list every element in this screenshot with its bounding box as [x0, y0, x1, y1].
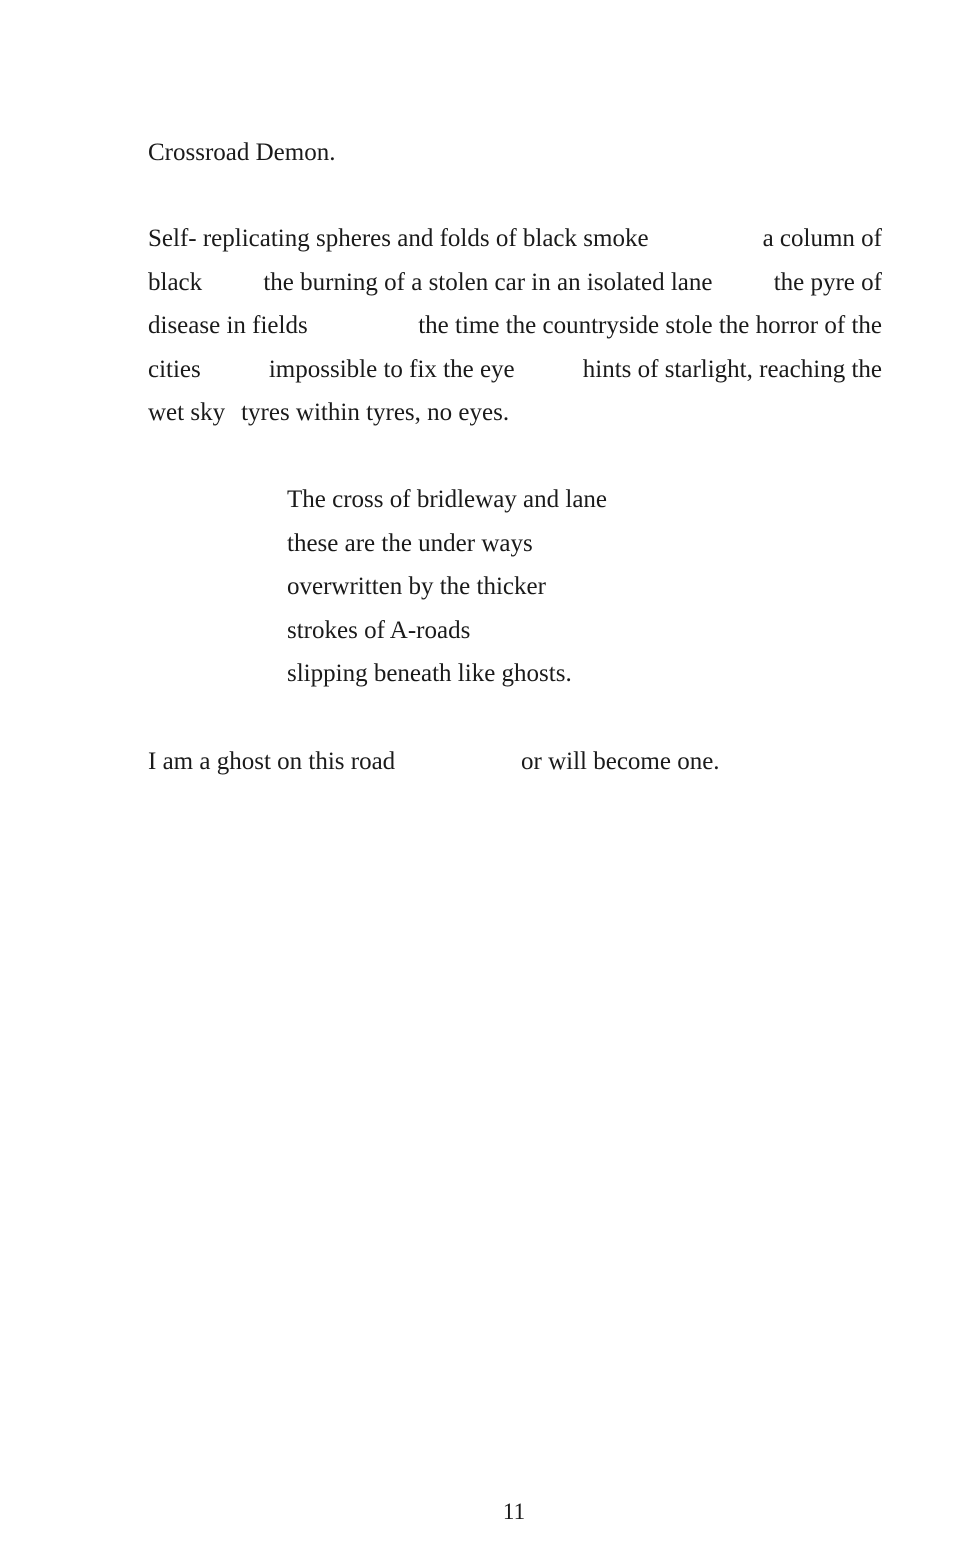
closing-fragment: I am a ghost on this road	[148, 748, 396, 775]
stanza-line: strokes of A-roads	[287, 617, 471, 644]
prose-fragment: hints of starlight, reaching the	[582, 356, 882, 383]
prose-line	[148, 311, 882, 341]
prose-fragment: impossible to fix the eye	[268, 356, 515, 383]
prose-fragment: disease in fields	[148, 312, 308, 339]
closing-fragment: or will become one.	[521, 748, 720, 775]
prose-fragment: wet sky	[148, 399, 226, 426]
prose-line	[148, 355, 882, 385]
prose-line	[148, 224, 882, 254]
prose-fragment: the pyre of	[773, 269, 882, 296]
prose-fragment: the burning of a stolen car in an isolated lane	[263, 269, 713, 296]
prose-fragment: Self- replicating spheres and folds of black smoke	[148, 225, 649, 252]
prose-fragment: a column of	[762, 225, 882, 252]
prose-fragment: tyres within tyres, no eyes.	[241, 399, 510, 426]
page-number: 11	[502, 1499, 526, 1524]
prose-line	[148, 268, 882, 298]
poem-title: Crossroad Demon.	[148, 139, 336, 166]
stanza-line: The cross of bridleway and lane	[287, 486, 608, 513]
prose-fragment: black	[148, 269, 203, 296]
closing-line	[148, 747, 720, 777]
stanza-line: overwritten by the thicker	[287, 573, 546, 600]
stanza-line: these are the under ways	[287, 530, 533, 557]
prose-line	[148, 398, 882, 428]
stanza-line: slipping beneath like ghosts.	[287, 660, 572, 687]
prose-fragment: the time the countryside stole the horror of the	[418, 312, 882, 339]
prose-fragment: cities	[148, 356, 201, 383]
